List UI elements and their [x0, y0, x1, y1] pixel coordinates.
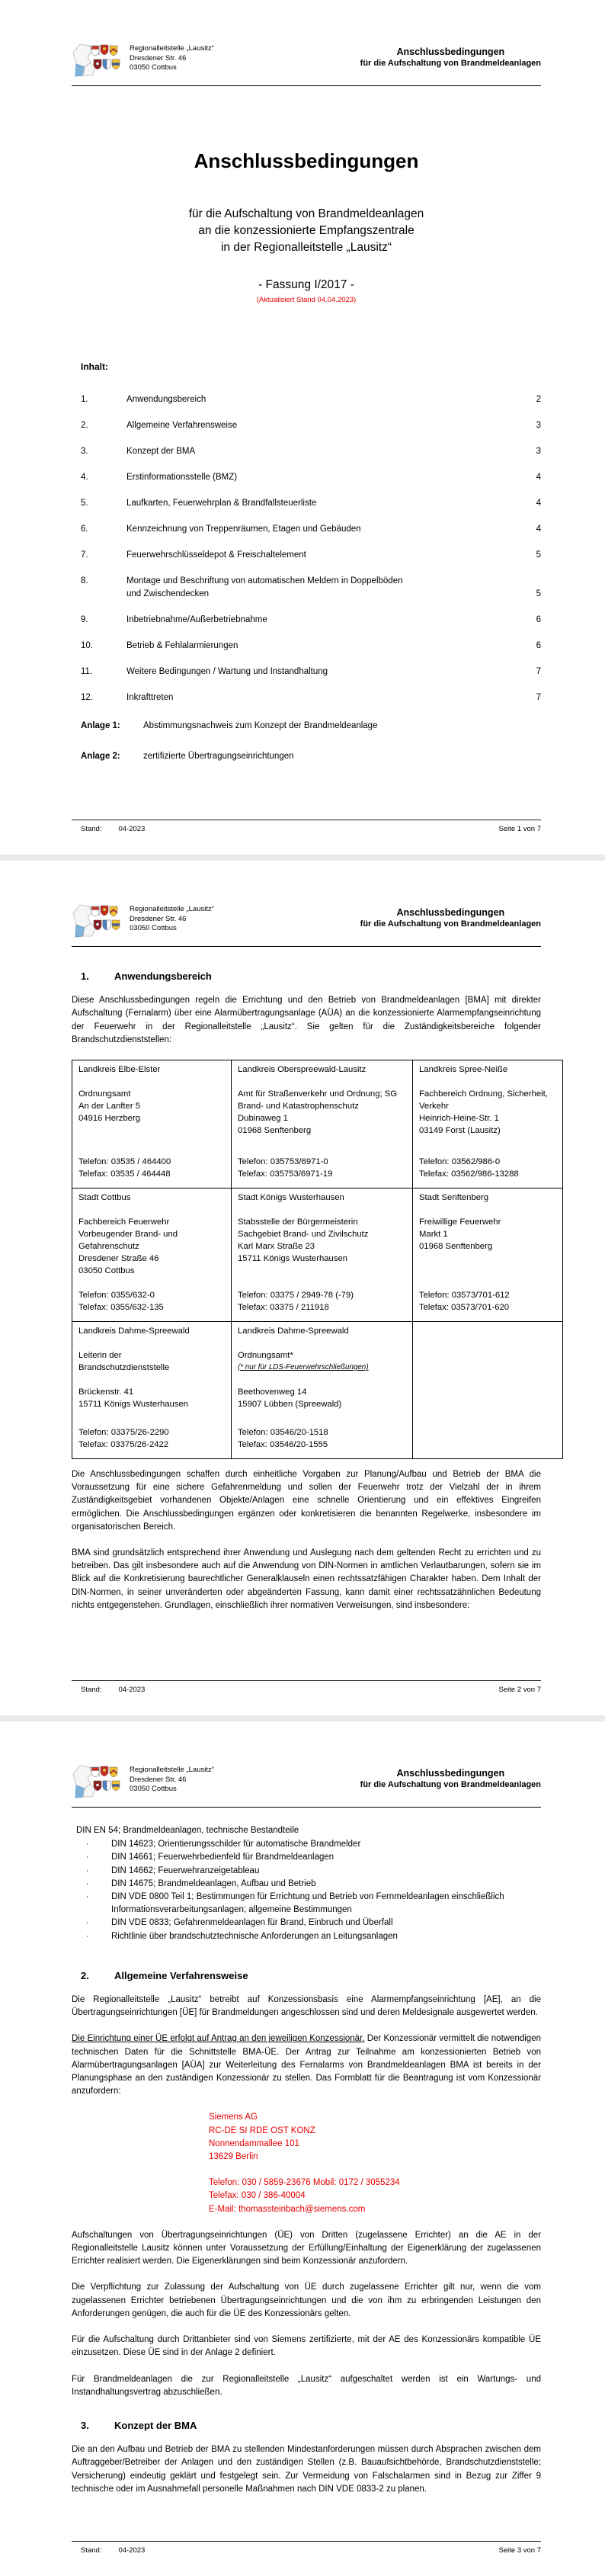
header-divider — [72, 946, 541, 947]
table-cell-line: Sachgebiet Brand- und Zivilschutz — [238, 1230, 369, 1240]
paragraph: Die Regionalleitstelle „Lausitz“ betreibt auf Konzessionsbasis eine Alarmempfangseinrichtung [AE], an die Übertragungseinrichtungen [ÜE] für Brandmeldungen angeschlossen sind und deren Meldesignale ausgewertet werden. — [72, 1995, 541, 2018]
toc-number: 12. — [81, 692, 93, 702]
header-doc-title — [360, 41, 541, 69]
table-cell-block — [78, 1349, 225, 1374]
toc-page-number: 4 — [536, 498, 541, 508]
toc-row — [72, 419, 541, 432]
table-cell-line: Beethovenweg 14 — [238, 1387, 307, 1397]
table-cell-block — [419, 1063, 556, 1076]
footer-page-number: Seite 2 von 7 — [498, 1686, 541, 1694]
toc-page-number: 4 — [536, 524, 541, 534]
table-cell-block — [238, 1192, 406, 1204]
table-cell-line: Telefon: 03546/20-1518 — [238, 1428, 328, 1438]
din-item-text: DIN 14623; Orientierungsschilder für automatische Brandmelder — [111, 1840, 361, 1849]
din-list-item — [76, 1917, 541, 1930]
toc-number: 10. — [81, 640, 93, 650]
table-cell-line: Telefon: 03535 / 464400 — [78, 1157, 171, 1167]
page-footer — [72, 2541, 541, 2555]
table-cell-block — [78, 1063, 225, 1076]
toc-page-number: 3 — [536, 420, 541, 430]
version-label: - Fassung I/2017 - — [258, 278, 354, 292]
toc-row — [72, 666, 541, 678]
table-cell-line: 04916 Herzberg — [78, 1114, 141, 1124]
paragraph-continuation: Der Konzessionär vermittelt die notwendigen technischen Daten für die Schnittstelle BMA-ÜE. Der Antrag zur Teilnahme am konzessionierten Betrieb von Alarmübertragungsanlagen [AÜA] zur Weiterleitung des Fernalarms von Brandmeldeanlagen BMA ist bereits in der Planungsphase an den zuständigen Konzessionär zu stellen. Das Formblatt für die Beantragung ist vom Konzessionär anzufordern: — [72, 2034, 541, 2096]
table-cell-block — [238, 1088, 406, 1137]
table-cell-line: Dresdener Straße 46 — [78, 1254, 159, 1264]
din-item-text: DIN 14662; Feuerwehranzeigetableau — [111, 1865, 260, 1875]
table-cell-line: Brückenstr. 41 — [78, 1387, 134, 1397]
toc-label: Weitere Bedingungen / Wartung und Instandhaltung — [126, 666, 328, 676]
header-title-line2: für die Aufschaltung von Brandmeldeanlagen — [360, 1780, 541, 1789]
table-cell-line: Telefax: 03375/26-2422 — [78, 1440, 169, 1450]
table-cell — [232, 1189, 413, 1322]
page-header — [72, 1721, 541, 1802]
page-1 — [0, 0, 605, 855]
table-cell — [232, 1060, 413, 1189]
toc-label: Feuerwehrschlüsseldepot & Freischaltelement — [126, 550, 306, 560]
din-list-item — [76, 1878, 541, 1891]
table-cell-block — [78, 1325, 225, 1337]
footer-stand-value: 04-2023 — [118, 1686, 146, 1694]
toc-list — [72, 393, 541, 704]
header-title-line2: für die Aufschaltung von Brandmeldeanlagen — [360, 59, 541, 68]
table-cell-line: Stadt Königs Wusterhausen — [238, 1193, 344, 1203]
header-title-line1: Anschlussbedingungen — [396, 1768, 505, 1779]
table-cell — [72, 1322, 232, 1459]
toc-page-number: 6 — [536, 640, 541, 650]
table-cell-block — [238, 1386, 406, 1410]
paragraph: Für die Aufschaltung durch Drittanbieter sind von Siemens zertifizierte, mit der AE des Konzessionärs kompatible ÜE einzusetzen. Diese ÜE sind in der Anlage 2 definiert. — [72, 2335, 541, 2358]
toc-page-number: 3 — [536, 446, 541, 456]
table-cell-line: Freiwillige Feuerwehr — [419, 1217, 501, 1227]
din-item-text: DIN 14661; Feuerwehrbedienfeld für Brandmeldeanlagen — [111, 1853, 335, 1862]
toc-page-number: 7 — [536, 692, 541, 702]
page-header — [72, 861, 541, 942]
brandschutz-table — [72, 1060, 563, 1459]
lausitz-region-map-logo — [72, 902, 120, 942]
din-item-text: DIN VDE 0833; Gefahrenmeldeanlagen für Brand, Einbruch und Überfall — [111, 1918, 393, 1928]
section-number: 2. — [81, 1969, 89, 1981]
table-cell-block — [419, 1277, 556, 1314]
lausitz-region-map-logo — [72, 41, 120, 81]
bullet-icon: · — [86, 1931, 89, 1941]
table-cell-line: Vorbeugender Brand- und Gefahrenschutz — [78, 1230, 178, 1252]
table-cell-line: Karl Marx Straße 23 — [238, 1242, 315, 1252]
toc-label: Konzept der BMA — [126, 446, 196, 456]
bullet-icon: · — [86, 1865, 89, 1875]
page-header — [72, 0, 541, 81]
table-cell-line: Telefax: 03375 / 211918 — [238, 1303, 329, 1313]
toc-label: Montage und Beschriftung von automatischen Meldern in Doppelböden und Zwischendecken — [126, 576, 403, 598]
paragraph: Für Brandmeldeanlagen die zur Regionalleitstelle „Lausitz“ aufgeschaltet werden ist ein Wartungs- und Instandhaltungsvertrag abzuschließen. — [72, 2374, 541, 2397]
toc-label: Inbetriebnahme/Außerbetriebnahme — [126, 614, 267, 624]
table-cell-block — [238, 1325, 406, 1337]
toc-label: Erstinformationsstelle (BMZ) — [126, 472, 238, 482]
section-title: Konzept der BMA — [114, 2419, 197, 2431]
din-list-item — [76, 1851, 541, 1864]
org-address: Regionalleitstelle „Lausitz“ Dresdener Str. 46 03050 Cottbus — [130, 1766, 214, 1793]
footer-stand-label: Stand: — [81, 2546, 102, 2555]
table-cell-line: Fachbereich Ordnung, Sicherheit, Verkehr — [419, 1089, 548, 1112]
table-cell-block — [419, 1144, 556, 1180]
toc-number: 4. — [81, 472, 88, 482]
table-cell-block — [78, 1216, 225, 1277]
toc-page-number: 2 — [536, 394, 541, 404]
toc-label: Anwendungsbereich — [126, 394, 206, 404]
toc-label: Allgemeine Verfahrensweise — [126, 420, 238, 430]
table-cell-line: Telefon: 0355/632-0 — [78, 1291, 155, 1301]
paragraph: Die Anschlussbedingungen schaffen durch einheitliche Vorgaben zur Planung/Aufbau und Betrieb der BMA die Voraussetzung für eine sichere Gefahrenmeldung und sollen der Feuerwehr trotz der Vielzahl der in ihrem Zuständigkeitsgebiet vorhandenen Objekte/Anlagen eine schnelle Orientierung und ein effektives Eingreifen ermöglichen. Die Anschlussbedingungen ergänzen oder konkretisieren die benannten Regelwerke, insbesondere im organisatorischen Bereich. — [72, 1470, 541, 1532]
table-cell-block — [419, 1088, 556, 1137]
toc-number: 7. — [81, 550, 88, 560]
toc-number: 1. — [81, 394, 88, 404]
page-3 — [0, 1721, 605, 2576]
header-divider — [72, 1807, 541, 1808]
table-cell-block — [238, 1349, 406, 1374]
bullet-icon: · — [86, 1878, 89, 1888]
toc-label: Laufkarten, Feuerwehrplan & Brandfallsteuerliste — [126, 498, 317, 508]
toc-row — [72, 445, 541, 458]
concessionaire-phone-email: Telefon: 030 / 5859-23676 Mobil: 0172 / 3055234 Telefax: 030 / 386-40004 E-Mail: thomassteinbach@siemens.com — [209, 2178, 400, 2214]
header-doc-title — [360, 902, 541, 929]
anlage-label: Anlage 1: — [81, 720, 120, 730]
table-cell-line: Telefon: 03375 / 2949-78 (-79) — [238, 1291, 354, 1301]
anlagen-list — [72, 720, 541, 763]
din-list-item — [76, 1865, 541, 1878]
header-divider — [72, 85, 541, 86]
lausitz-region-map-logo — [72, 1763, 120, 1802]
table-cell-line: Leiterin der — [78, 1351, 122, 1361]
footer-stand-value: 04-2023 — [118, 825, 146, 833]
table-cell-line: Telefax: 03562/986-13288 — [419, 1169, 519, 1179]
toc-number: 6. — [81, 524, 88, 534]
toc-row — [72, 640, 541, 653]
section-1-intro: Diese Anschlussbedingungen regeln die Errichtung und den Betrieb von Brandmeldeanlagen [BMA] mit direkter Aufschaltung (Fernalarm) über eine Alarmübertragungsanlage (AÜA) an die konzessionierte Alarmempfangseinrichtung der Feuerwehr in der Regionalleitstelle „Lausitz“. Sie gelten für die Zuständigkeitsbereiche folgender Brandschutzdienststellen: — [72, 996, 541, 1044]
section-number: 3. — [81, 2419, 89, 2431]
section-1-heading — [72, 970, 541, 983]
anlage-row — [72, 720, 541, 733]
toc-heading: Inhalt: — [81, 361, 108, 372]
table-cell-line: Landkreis Elbe-Elster — [78, 1065, 161, 1075]
table-cell — [72, 1060, 232, 1189]
din-list — [76, 1838, 541, 1943]
header-title-line1: Anschlussbedingungen — [396, 907, 505, 918]
table-cell-line: 15711 Königs Wusterhausen — [238, 1254, 348, 1264]
table-cell-block — [238, 1414, 406, 1451]
toc-page-number: 4 — [536, 472, 541, 482]
page-footer — [72, 820, 541, 833]
table-cell-block — [78, 1144, 225, 1180]
table-cell-line: Dubinaweg 1 — [238, 1114, 288, 1124]
table-row — [72, 1189, 563, 1322]
table-cell-line: Stadt Senftenberg — [419, 1193, 489, 1203]
table-cell-line: Telefax: 03546/20-1555 — [238, 1440, 328, 1450]
table-cell-line: 03050 Cottbus — [78, 1266, 135, 1276]
table-cell-line: Telefon: 03573/701-612 — [419, 1291, 510, 1301]
din-item-text: Richtlinie über brandschutztechnische Anforderungen an Leitungsanlagen — [111, 1931, 398, 1941]
table-cell — [413, 1060, 563, 1189]
section-2-heading — [72, 1969, 541, 1982]
table-cell-line: Landkreis Spree-Neiße — [419, 1065, 508, 1075]
table-cell-line: Heinrich-Heine-Str. 1 — [419, 1114, 499, 1124]
toc-row — [72, 393, 541, 406]
table-cell-line: Landkreis Oberspreewald-Lausitz — [238, 1065, 367, 1075]
table-cell-block — [78, 1386, 225, 1410]
din-item-text: DIN VDE 0800 Teil 1; Bestimmungen für Errichtung und Betrieb von Fernmeldeanlagen einschließlich Informationsverarbeitungsanlagen; allgemeine Bestimmungen — [111, 1892, 504, 1915]
toc-row — [72, 575, 541, 601]
table-cell-block — [78, 1277, 225, 1314]
toc-number: 11. — [81, 666, 93, 676]
table-cell-block — [419, 1216, 556, 1253]
toc-row — [72, 614, 541, 627]
table-cell-block — [78, 1414, 225, 1451]
table-cell — [413, 1189, 563, 1322]
document-title: Anschlussbedingungen — [194, 149, 419, 172]
toc-row — [72, 497, 541, 510]
table-cell-line: Telefax: 0355/632-135 — [78, 1303, 164, 1313]
page-2 — [0, 861, 605, 1715]
document-subtitle: für die Aufschaltung von Brandmeldeanlagen an die konzessionierte Empfangszentrale in der Regionalleitstelle „Lausitz“ — [188, 207, 424, 255]
table-cell-line: Telefax: 03535 / 464448 — [78, 1169, 171, 1179]
page-footer — [72, 1680, 541, 1694]
table-cell-line: 15907 Lübben (Spreewald) — [238, 1400, 342, 1410]
toc-number: 8. — [81, 576, 88, 585]
table-cell-line: 01968 Senftenberg — [419, 1242, 493, 1252]
anlage-text: zertifizierte Übertragungseinrichtungen — [143, 752, 294, 762]
table-cell-line: Landkreis Dahme-Spreewald — [78, 1326, 190, 1336]
footer-stand-label: Stand: — [81, 1686, 102, 1694]
section-3-heading — [72, 2419, 541, 2432]
din-list-item — [76, 1838, 541, 1851]
toc-label: Kennzeichnung von Treppenräumen, Etagen und Gebäuden — [126, 524, 361, 534]
section-title: Allgemeine Verfahrensweise — [114, 1969, 248, 1981]
table-cell-line: 15711 Königs Wusterhausen — [78, 1400, 189, 1410]
section-number: 1. — [81, 970, 89, 982]
table-cell-line: 01968 Senftenberg — [238, 1126, 312, 1136]
bullet-icon: · — [86, 1853, 89, 1862]
table-cell-block — [238, 1216, 406, 1265]
table-cell-line: (* nur für LDS-Feuerwehrschließungen) — [238, 1363, 369, 1372]
anlage-text: Abstimmungsnachweis zum Konzept der Brandmeldeanlage — [143, 720, 378, 730]
table-cell-line: Telefax: 035753/6971-19 — [238, 1169, 333, 1179]
table-cell-block — [419, 1192, 556, 1204]
table-cell-line: Brandschutzdienststelle — [78, 1363, 170, 1373]
table-cell-block — [238, 1063, 406, 1076]
coat-of-arms-icons — [91, 1766, 120, 1791]
table-cell-block — [238, 1144, 406, 1180]
toc-label: Betrieb & Fehlalarmierungen — [126, 640, 238, 650]
toc-page-number: 6 — [536, 614, 541, 624]
footer-page-number: Seite 3 von 7 — [498, 2546, 541, 2555]
header-doc-title — [360, 1763, 541, 1790]
coat-of-arms-icons — [91, 45, 120, 69]
din-list-item — [76, 1930, 541, 1943]
table-cell-block — [78, 1088, 225, 1124]
table-cell — [413, 1322, 563, 1459]
paragraph: BMA sind grundsätzlich entsprechend ihrer Anwendung und Auslegung nach dem geltenden Recht zu errichten und zu betreiben. Das gilt insbesondere auch auf die Anwendung von DIN-Normen in amtlichen Verlautbarungen, sofern sie im Blick auf die Konkretisierung baurechtlicher Generalklauseln einen rechtssatzfähigen Charakter haben. Dem Inhalt der DIN-Normen, in seiner unveränderten oder abgeänderten Fassung, kann damit einer rechtssatzähnlichen Bedeutung nichts entgegenstehen. Grundlagen, einschließlich ihrer normativen Verweisungen, sind insbesondere: — [72, 1548, 541, 1610]
org-address: Regionalleitstelle „Lausitz“ Dresdener Str. 46 03050 Cottbus — [130, 44, 214, 72]
header-title-line2: für die Aufschaltung von Brandmeldeanlagen — [360, 919, 541, 929]
table-row — [72, 1060, 563, 1189]
table-cell-block — [78, 1192, 225, 1204]
table-cell-line: Telefon: 03562/986-0 — [419, 1157, 501, 1167]
toc-page-number: 7 — [536, 666, 541, 676]
anlage-label: Anlage 2: — [81, 752, 120, 762]
anlage-row — [72, 750, 541, 763]
underlined-sentence: Die Einrichtung einer ÜE erfolgt auf Antrag an den jeweiligen Konzessionär. — [72, 2034, 365, 2044]
din-list-item — [76, 1891, 541, 1917]
header-title-line1: Anschlussbedingungen — [396, 47, 505, 57]
toc-row — [72, 691, 541, 704]
footer-page-number: Seite 1 von 7 — [498, 825, 541, 833]
table-cell-line: Markt 1 — [419, 1230, 448, 1240]
table-cell — [232, 1322, 413, 1459]
paragraph: Die Verpflichtung zur Zulassung der Aufschaltung von ÜE durch zugelassene Errichter gilt nur, wenn die vom zugelassenen Errichter betriebenen Übertragungseinrichtungen und die von ihm zu erbringenden Leistungen den Anforderungen genügen, die auch für die ÜE des Konzessionärs gelten. — [72, 2282, 541, 2318]
toc-number: 5. — [81, 498, 88, 508]
section-title: Anwendungsbereich — [114, 970, 212, 982]
footer-stand-value: 04-2023 — [118, 2546, 146, 2555]
toc-number: 3. — [81, 446, 88, 456]
paragraph: Aufschaltungen von Übertragungseinrichtungen (ÜE) von Dritten (zugelassene Errichter) an die AE in der Regionalleitstelle Lausitz können unter Voraussetzung der Erfüllung/Einhaltung der Eigenerklärung der zugelassenen Errichter realisiert werden. Die Eigenerklärungen sind beim Konzessionär anzufordern. — [72, 2230, 541, 2266]
concessionaire-contact-block — [209, 2111, 541, 2215]
toc-page-number: 5 — [536, 550, 541, 560]
paragraph: Die an den Aufbau und Betrieb der BMA zu stellenden Mindestanforderungen müssen durch Absprachen zwischen dem Auftraggeber/Betreiber der Anlagen und den zuständigen Stellen (z.B. Bauaufsichtbehörde, Brandschutzdienststelle; Versicherung) eindeutig geklärt und festgelegt sein. Zur Vermeidung von Falschalarmen sind in Bezug zur Ziffer 9 technische oder im Ausnahmefall personelle Maßnahmen nach DIN VDE 0833-2 zu planen. — [72, 2445, 541, 2494]
toc-label: Inkrafttreten — [126, 692, 174, 702]
table-cell-line: Ordnungsamt* — [238, 1351, 293, 1361]
table-row — [72, 1322, 563, 1459]
table-cell-line: Stabsstelle der Bürgermeisterin — [238, 1217, 358, 1227]
bullet-icon: · — [86, 1892, 89, 1902]
toc-number: 9. — [81, 614, 88, 624]
toc-row — [72, 549, 541, 562]
din-item-text: DIN 14675; Brandmeldeanlagen, Aufbau und Betrieb — [111, 1878, 316, 1888]
table-cell-line: Telefax: 03573/701-620 — [419, 1303, 510, 1313]
footer-stand-label: Stand: — [81, 825, 102, 833]
toc-row — [72, 523, 541, 536]
table-cell — [72, 1189, 232, 1322]
paragraph — [72, 2032, 541, 2098]
table-cell-block — [238, 1277, 406, 1314]
toc-number: 2. — [81, 420, 88, 430]
din-list-intro: DIN EN 54; Brandmeldeanlagen, technische Bestandteile — [76, 1826, 299, 1835]
table-cell-line: Telefon: 03375/26-2290 — [78, 1428, 169, 1438]
toc-row — [72, 471, 541, 484]
table-cell-line: Stadt Cottbus — [78, 1193, 131, 1203]
bullet-icon: · — [86, 1918, 89, 1928]
table-cell-line: 03149 Forst (Lausitz) — [419, 1126, 501, 1136]
org-address: Regionalleitstelle „Lausitz“ Dresdener Str. 46 03050 Cottbus — [130, 905, 214, 932]
bullet-icon: · — [86, 1840, 89, 1849]
toc-page-number: 5 — [536, 589, 541, 598]
table-cell-line: Fachbereich Feuerwehr — [78, 1217, 170, 1227]
table-cell-line: Telefon: 035753/6971-0 — [238, 1157, 328, 1167]
table-cell-line: Ordnungsamt — [78, 1089, 131, 1099]
table-cell-line: Landkreis Dahme-Spreewald — [238, 1326, 349, 1336]
table-cell-line: An der Lanfter 5 — [78, 1102, 141, 1112]
concessionaire-address: Siemens AG RC-DE SI RDE OST KONZ Nonnendammallee 101 13629 Berlin — [209, 2112, 315, 2162]
coat-of-arms-icons — [91, 906, 120, 930]
version-update-note: (Aktualisiert Stand 04.04.2023) — [256, 296, 357, 305]
table-cell-line: Amt für Straßenverkehr und Ordnung; SG Brand- und Katastrophenschutz — [238, 1089, 398, 1112]
